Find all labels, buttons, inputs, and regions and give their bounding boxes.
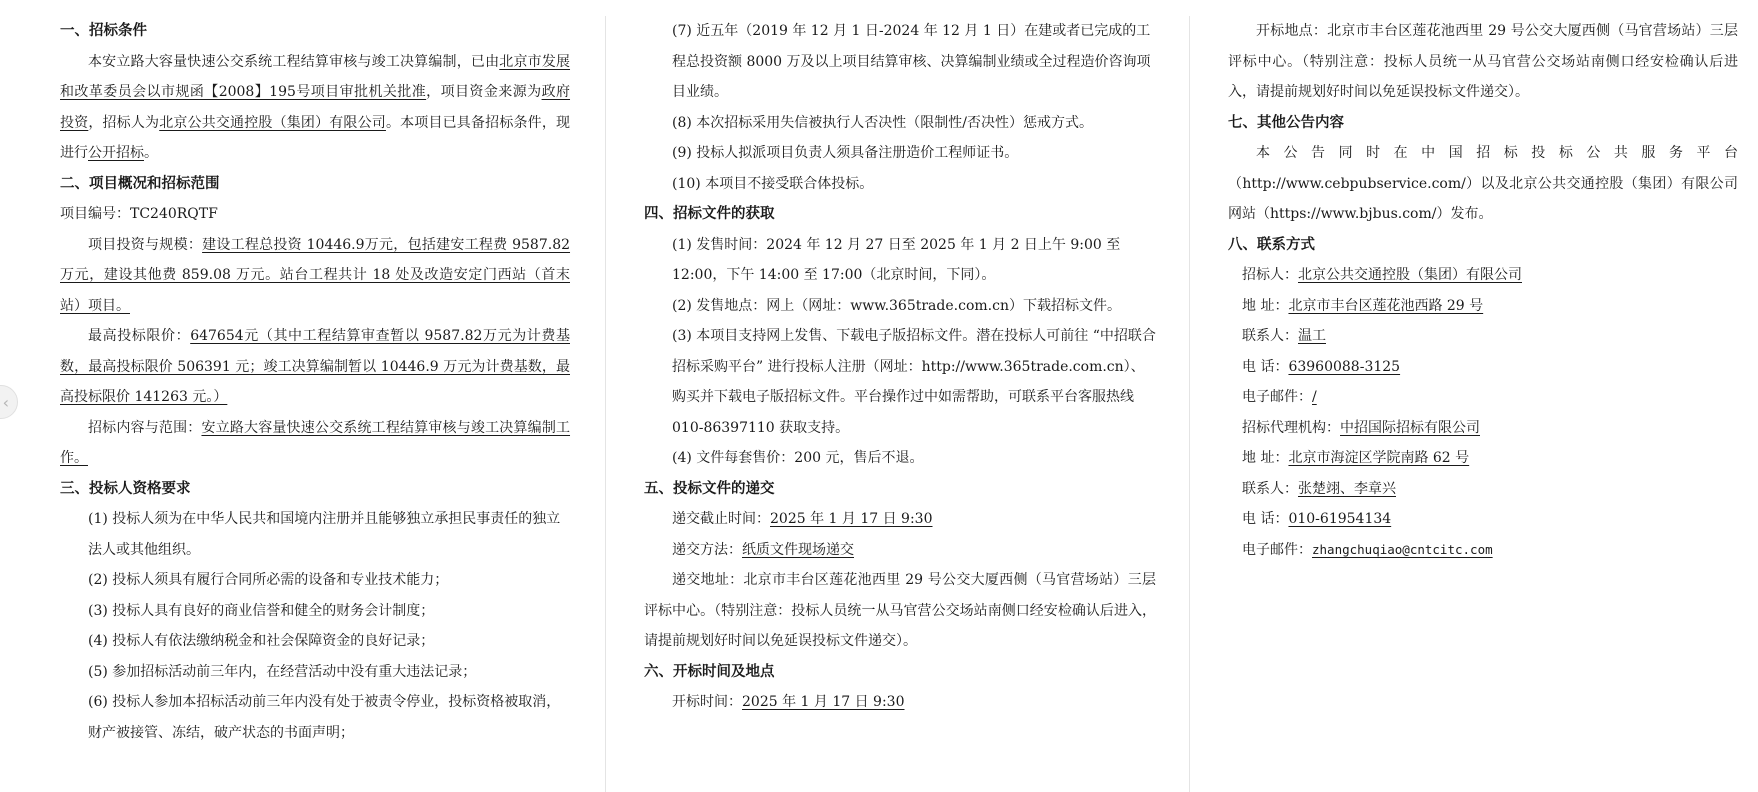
qualification-item: (9) 投标人拟派项目负责人须具备注册造价工程师证书。 [672, 145, 1019, 161]
doc-acquisition-item: (4) 文件每套售价：200 元，售后不退。 [672, 450, 924, 466]
section-title: 七、其他公告内容 [1228, 113, 1344, 131]
qualification-item: (3) 投标人具有良好的商业信誉和健全的财务会计制度； [88, 602, 435, 619]
section-title: 四、招标文件的获取 [644, 205, 775, 222]
contact-value: 北京市丰台区莲花池西路 29 号 [1288, 297, 1484, 314]
opening-time [644, 687, 1156, 718]
scope-paragraph [60, 413, 570, 474]
contact-value: 温工 [1298, 328, 1326, 344]
text: ，项目资金来源为 [426, 84, 542, 100]
column-3 [1228, 16, 1738, 792]
section-title: 一、招标条件 [60, 22, 147, 39]
other-notice-paragraph: 本公告同时在中国招标投标公共服务平台（http://www.cebpubservice.com/）以及北京公共交通控股（集团）有限公司网站（https://www.bjbus.com/）发布。 [1228, 145, 1738, 222]
label: 开标时间： [672, 694, 742, 710]
scroll-left-arrow-icon[interactable]: ‹ [0, 385, 18, 419]
doc-acquisition-item: (3) 本项目支持网上发售、下载电子版招标文件。潜在投标人可前往 “中招联合招标采购平台” 进行投标人注册（网址：http://www.365trade.com.cn）、购买并下载电子版招标文件。平台操作过中如需帮助，可联系平台客服热线 010-86397110 获取支持。 [672, 328, 1156, 436]
contact-label: 地 址： [1242, 450, 1289, 466]
contact-value: 010-61954134 [1288, 511, 1392, 527]
contact-row [1228, 321, 1738, 352]
label: 招标内容与范围： [88, 419, 202, 436]
contact-row [1228, 260, 1738, 291]
investment-paragraph [60, 230, 570, 322]
deadline-value: 2025 年 1 月 17 日 9:30 [770, 511, 933, 527]
contact-label: 电 话： [1242, 511, 1289, 527]
contact-row [1228, 291, 1738, 322]
contact-label: 电子邮件： [1242, 389, 1312, 405]
contact-row [1228, 504, 1738, 535]
text: ，已由 [456, 53, 500, 70]
label: 递交截止时间： [672, 511, 770, 527]
contact-label: 地 址： [1242, 297, 1289, 314]
contact-label: 电 话： [1242, 358, 1289, 375]
text: 。 [144, 145, 158, 161]
doc-acquisition-item: (2) 发售地点：网上（网址：www.365trade.com.cn）下载招标文件。 [672, 297, 1121, 314]
contact-label: 联系人： [1242, 480, 1298, 497]
contact-value: zhangchuqiao@cntcitc.com [1312, 541, 1493, 557]
opening-time-value: 2025 年 1 月 17 日 9:30 [742, 694, 905, 710]
submission-method [644, 535, 1156, 566]
contact-label: 招标人： [1242, 267, 1298, 283]
investment-value: 建设工程总投资 10446.9万元，包括建安工程费 9587.82 万元，建设其他费 859.08 万元。站台工程共计 18 处及改造安定门西站（首末站）项目。 [60, 236, 571, 314]
qualification-item: (4) 投标人有依法缴纳税金和社会保障资金的良好记录； [88, 633, 435, 649]
qualification-item: (7) 近五年（2019 年 12 月 1 日-2024 年 12 月 1 日）在建或者已完成的工程总投资额 8000 万及以上项目结算审核、决算编制业绩或全过程造价咨询项目业绩。 [672, 23, 1151, 100]
contact-label: 电子邮件： [1242, 541, 1312, 558]
contact-row [1228, 413, 1738, 444]
method-value: 纸质文件现场递交 [742, 541, 854, 558]
contact-row [1228, 474, 1738, 505]
contact-row [1228, 535, 1738, 566]
contact-value: 中招国际招标有限公司 [1340, 419, 1480, 436]
column-2 [644, 16, 1156, 792]
column-divider [605, 16, 606, 792]
tender-method: 公开招标 [88, 145, 144, 161]
tenderer-name: 北京公共交通控股（集团）有限公司 [159, 114, 386, 131]
max-price-paragraph [60, 321, 570, 413]
contact-row [1228, 443, 1738, 474]
contact-row [1228, 382, 1738, 413]
qualification-item: (2) 投标人须具有履行合同所必需的设备和专业技术能力； [88, 572, 449, 588]
contact-label: 招标代理机构： [1242, 419, 1340, 436]
label: 递交方法： [672, 541, 742, 558]
label: 最高投标限价： [88, 328, 191, 344]
contact-value: 63960088-3125 [1288, 358, 1401, 375]
tender-conditions-paragraph [60, 47, 570, 169]
contact-value: 北京市海淀区学院南路 62 号 [1288, 450, 1470, 466]
opening-place-paragraph: 开标地点：北京市丰台区莲花池西里 29 号公交大厦西侧（马官营场站）三层评标中心。（特别注意：投标人员统一从马官营公交场站南侧口经安检确认后进入，请提前规划好时间以免延误投标文件递交）。 [1228, 23, 1738, 100]
scope-value: 安立路大容量快速公交系统工程结算审核与竣工决算编制工作。 [60, 419, 571, 466]
qualification-item: (5) 参加招标活动前三年内，在经营活动中没有重大违法记录； [88, 663, 477, 680]
contact-label: 联系人： [1242, 328, 1298, 344]
contact-list [1228, 260, 1738, 565]
submission-address-paragraph: 递交地址：北京市丰台区莲花池西里 29 号公交大厦西侧（马官营场站）三层评标中心。（特别注意：投标人员统一从马官营公交场站南侧口经安检确认后进入，请提前规划好时间以免延误投标文件递交）。 [644, 572, 1156, 649]
qualification-item: (1) 投标人须为在中华人民共和国境内注册并且能够独立承担民事责任的独立法人或其他组织。 [88, 511, 561, 558]
contact-row [1228, 352, 1738, 383]
approval-authority: 北京市发展和改革委员会以市规函【2008】195号项目审批机关批准 [60, 53, 571, 100]
text: 。本项目已具备招标条件，现进行 [60, 114, 571, 161]
section-title: 三、投标人资格要求 [60, 479, 191, 497]
qualification-item: (6) 投标人参加本招标活动前三年内没有处于被责令停业，投标资格被取消，财产被接管、冻结，破产状态的书面声明； [88, 694, 561, 741]
project-number: 项目编号：TC240RQTF [60, 206, 218, 222]
fund-source: 政府投资 [60, 84, 571, 131]
submission-deadline [644, 504, 1156, 535]
qualification-item: (10) 本项目不接受联合体投标。 [672, 175, 874, 192]
doc-acquisition-item: (1) 发售时间：2024 年 12 月 27 日至 2025 年 1 月 2 日上午 9:00 至 12:00，下午 14:00 至 17:00（北京时间，下同）。 [672, 236, 1121, 283]
contact-value: 北京公共交通控股（集团）有限公司 [1298, 267, 1522, 283]
section-title: 二、项目概况和招标范围 [60, 174, 220, 192]
qualification-item: (8) 本次招标采用失信被执行人否决性（限制性/否决性）惩戒方式。 [672, 114, 1093, 131]
max-price-value: 647654元（其中工程结算审查暂以 9587.82万元为计费基数，最高投标限价 506391 元；竣工决算编制暂以 10446.9 万元为计费基数，最高投标限价 141263 元。） [60, 328, 570, 405]
section-title: 五、投标文件的递交 [644, 479, 775, 497]
column-divider [1189, 16, 1190, 792]
contact-value: 张楚翊、李章兴 [1298, 480, 1396, 497]
project-name: 本安立路大容量快速公交系统工程结算审核与竣工决算编制 [88, 53, 457, 70]
column-1 [60, 16, 570, 792]
section-title: 六、开标时间及地点 [644, 662, 775, 680]
text: ，招标人为 [88, 114, 160, 131]
label: 项目投资与规模： [88, 236, 203, 253]
contact-value: / [1312, 389, 1317, 405]
section-title: 八、联系方式 [1228, 235, 1315, 253]
